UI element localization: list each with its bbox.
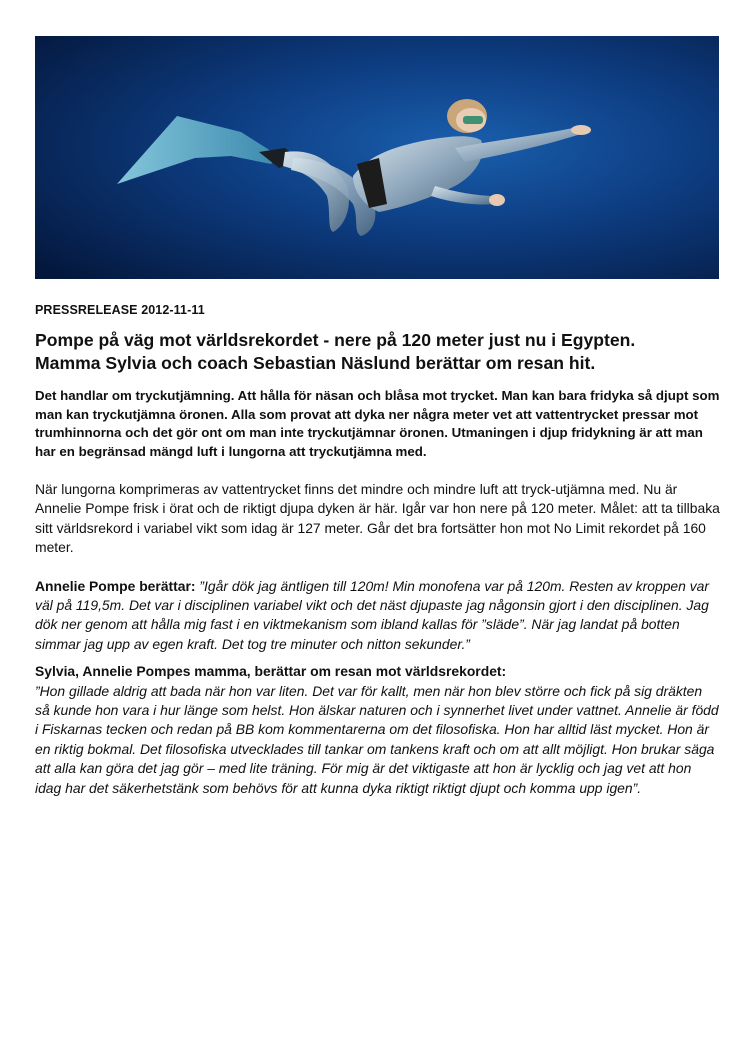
quote-sylvia-text: ”Hon gillade aldrig att bada när hon var liten. Det var för kallt, men när hon blev större och fick på sig dräkten så kunde hon vara i hur länge som helst. Hon älskar naturen och i synnerhet livet under vattnet. Annelie är född i Fiskarnas tecken och redan på BB kom kommentarerna om det filosofiska. Hon har alltid läst mycket. Hon är en riktig bokmal. Det filosofiska utvecklades till tankar om tankens kraft och om att allt möjligt. Hon brukar säga att alla kan göra det jag gör – med lite träning. För mig är det viktigaste att hon är lycklig och jag vet att hon idag har det säkerhetstänk som behövs för att kunna dyka riktigt riktigt djupt och komma upp igen”. bbox=[35, 682, 719, 796]
quote-annelie-speaker: Annelie Pompe berättar: bbox=[35, 577, 196, 594]
quote-annelie-text: ”Igår dök jag äntligen till 120m! Min monofena var på 120m. Resten av kroppen var väl på 119,5m. Det var i disciplinen variabel vikt och det näst djupaste jag någonsin gjort i den disciplinen. Jag dök ner genom att hålla mig fast i en viktmekanism som ibland kallas för ”släde”. När jag landat på botten simmar jag upp av egen kraft. Det tog tre minuter och nitton sekunder.” bbox=[35, 577, 710, 652]
press-release-page bbox=[35, 36, 720, 798]
headline bbox=[35, 329, 720, 375]
quote-annelie bbox=[35, 577, 720, 655]
quote-sylvia-speaker: Sylvia, Annelie Pompes mamma, berättar om resan mot världsrekordet: bbox=[35, 663, 507, 680]
quote-sylvia bbox=[35, 662, 720, 798]
freediver-photo bbox=[35, 36, 719, 279]
headline-line-2: Mamma Sylvia och coach Sebastian Näslund berättar om resan hit. bbox=[35, 353, 596, 373]
dateline: PRESSRELEASE 2012-11-11 bbox=[35, 303, 205, 317]
lead-paragraph: Det handlar om tryckutjämning. Att hålla för näsan och blåsa mot trycket. Man kan bara fridyka så djupt som man kan tryckutjämna öronen. Alla som provat att dyka ner några meter vet att vattentrycket pressar mot trumhinnorna och det gör ont om man inte tryckutjämnar öronen. Utmaningen i djup fridykning är att man har en begränsad mängd luft i lungorna att tryckutjämna med. bbox=[35, 388, 720, 459]
body-paragraph: När lungorna komprimeras av vattentrycket finns det mindre och mindre luft att tryck-utjämna med. Nu är Annelie Pompe frisk i örat och de riktigt djupa dyken är här. Igår var hon nere på 120 meter. Målet: att ta tillbaka sitt världsrekord i variabel vikt som idag är 127 meter. Går det bra fortsätter hon mot No Limit rekordet på 160 meter. bbox=[35, 481, 720, 556]
headline-line-1: Pompe på väg mot världsrekordet - nere på 120 meter just nu i Egypten. bbox=[35, 330, 636, 350]
